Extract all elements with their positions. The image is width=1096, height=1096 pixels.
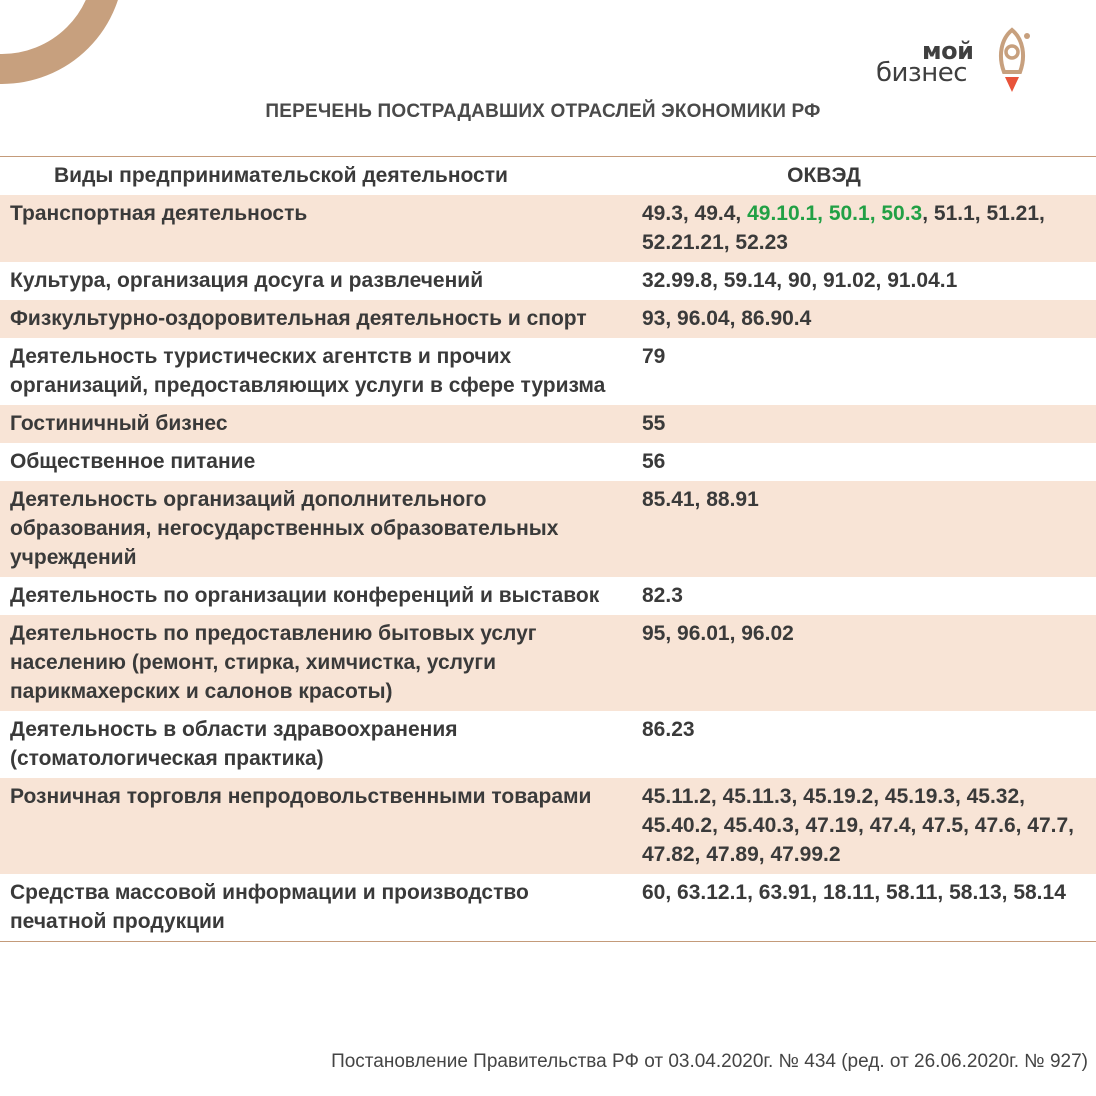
activity-cell: Гостиничный бизнес — [0, 405, 632, 443]
activity-cell: Культура, организация досуга и развлечений — [10, 269, 484, 292]
table-row — [0, 778, 1096, 874]
table-row — [0, 300, 1096, 338]
activity-cell: Деятельность по предоставлению бытовых услуг населению (ремонт, стирка, химчистка, услуги парикмахерских и салонов красоты) — [0, 615, 632, 711]
table-row — [0, 195, 1096, 262]
table-row — [0, 577, 1096, 615]
activity-cell: Деятельность организаций дополнительного образования, негосударственных образовательных учреждений — [0, 481, 632, 577]
decorative-ring — [0, 0, 124, 84]
table-header-row — [0, 157, 1096, 196]
okved-codes: 49.3, 49.4, — [642, 202, 748, 225]
activity-cell: Общественное питание — [10, 450, 256, 473]
activity-cell: Деятельность по организации конференций и выставок — [10, 584, 600, 607]
activity-cell: Деятельность в области здравоохранения (стоматологическая практика) — [10, 718, 458, 770]
okved-cell: 79 — [642, 345, 666, 368]
table-row — [0, 874, 1096, 942]
okved-cell: 93, 96.04, 86.90.4 — [632, 300, 1096, 338]
table-row — [0, 262, 1096, 300]
table-row — [0, 405, 1096, 443]
header-activity: Виды предпринимательской деятельности — [0, 157, 632, 196]
rocket-icon — [992, 26, 1036, 102]
table-row — [0, 338, 1096, 405]
activity-cell: Розничная торговля непродовольственными товарами — [0, 778, 632, 874]
okved-cell: 56 — [642, 450, 666, 473]
logo-text-line2: бизнес — [876, 58, 968, 88]
table-row — [0, 615, 1096, 711]
table-row — [0, 443, 1096, 481]
activity-cell: Деятельность туристических агентств и прочих организаций, предоставляющих услуги в сфере туризма — [10, 345, 606, 397]
header-okved: ОКВЭД — [632, 157, 1096, 196]
logo-text — [876, 37, 974, 88]
okved-cell: 60, 63.12.1, 63.91, 18.11, 58.11, 58.13, 58.14 — [632, 874, 1096, 942]
moy-biznes-logo — [872, 26, 1042, 106]
page-title: ПЕРЕЧЕНЬ ПОСТРАДАВШИХ ОТРАСЛЕЙ ЭКОНОМИКИ РФ — [265, 101, 821, 122]
okved-cell: 55 — [632, 405, 1096, 443]
okved-cell: 32.99.8, 59.14, 90, 91.02, 91.04.1 — [642, 269, 958, 292]
okved-cell: 45.11.2, 45.11.3, 45.19.2, 45.19.3, 45.32, 45.40.2, 45.40.3, 47.19, 47.4, 47.5, 47.6, 47.7, 47.82, 47.89, 47.99.2 — [632, 778, 1096, 874]
okved-cell: 95, 96.01, 96.02 — [632, 615, 1096, 711]
activity-cell: Средства массовой информации и производство печатной продукции — [0, 874, 632, 942]
table-row — [0, 711, 1096, 778]
activity-cell: Физкультурно-оздоровительная деятельность и спорт — [0, 300, 632, 338]
okved-cell: 82.3 — [642, 584, 683, 607]
logo-text-line1: мой — [922, 37, 974, 65]
okved-cell: 85.41, 88.91 — [632, 481, 1096, 577]
okved-codes-highlighted: 49.10.1, 50.1, 50.3 — [747, 202, 923, 225]
industries-table — [0, 156, 1096, 942]
okved-cell: 86.23 — [642, 718, 695, 741]
footer-source-note: Постановление Правительства РФ от 03.04.2020г. № 434 (ред. от 26.06.2020г. № 927) — [331, 1051, 1088, 1072]
okved-codes: , 51.1, 51.21, 52.21.21, 52.23 — [642, 202, 1045, 254]
okved-cell — [632, 195, 1096, 262]
activity-cell: Транспортная деятельность — [0, 195, 632, 262]
table-row — [0, 481, 1096, 577]
